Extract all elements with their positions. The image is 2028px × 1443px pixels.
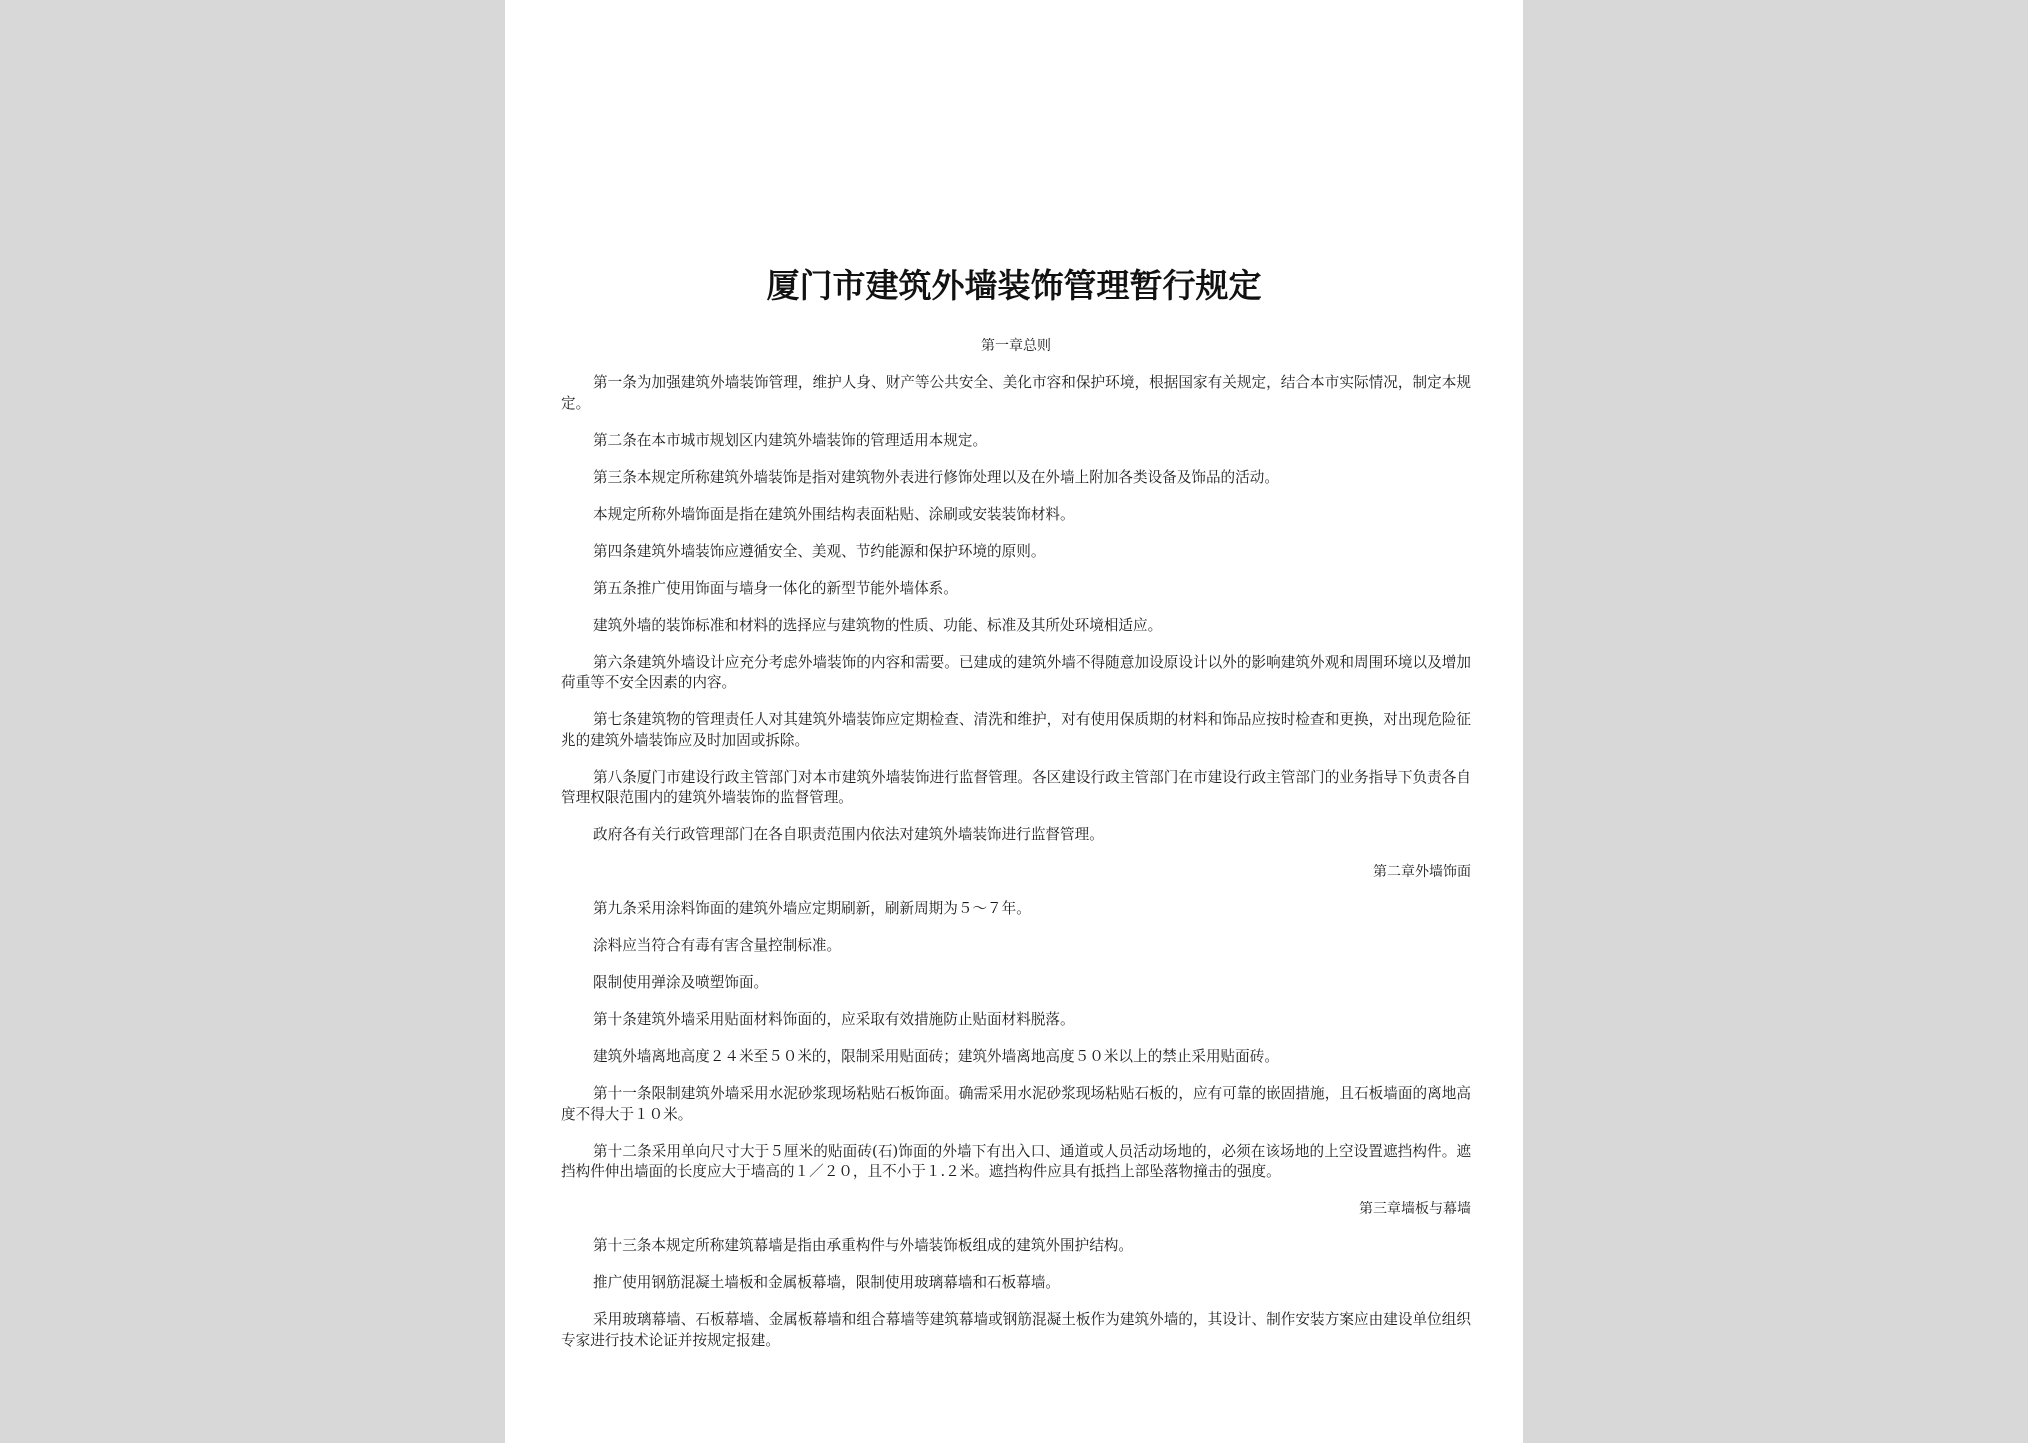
article-paragraph: 第四条建筑外墙装饰应遵循安全、美观、节约能源和保护环境的原则。 bbox=[593, 542, 1046, 560]
article-paragraph: 建筑外墙离地高度２４米至５０米的，限制采用贴面砖；建筑外墙离地高度５０米以上的禁止采用贴面砖。 bbox=[593, 1048, 1279, 1065]
article-paragraph: 第九条采用涂料饰面的建筑外墙应定期刷新，刷新周期为５～７年。 bbox=[593, 900, 1031, 917]
article-paragraph: 第八条厦门市建设行政主管部门对本市建筑外墙装饰进行监督管理。各区建设行政主管部门在市建设行政主管部门的业务指导下负责各自管理权限范围内的建筑外墙装饰的监督管理。 bbox=[561, 768, 1471, 806]
chapter-heading: 第一章总则 bbox=[981, 338, 1051, 354]
article-paragraph: 推广使用钢筋混凝土墙板和金属板幕墙，限制使用玻璃幕墙和石板幕墙。 bbox=[593, 1274, 1061, 1291]
article-paragraph: 第十条建筑外墙采用贴面材料饰面的，应采取有效措施防止贴面材料脱落。 bbox=[593, 1011, 1075, 1028]
article-paragraph: 政府各有关行政管理部门在各自职责范围内依法对建筑外墙装饰进行监督管理。 bbox=[593, 826, 1104, 843]
article-paragraph: 第十二条采用单向尺寸大于５厘米的贴面砖(石)饰面的外墙下有出入口、通道或人员活动场地的，必须在该场地的上空设置遮挡构件。遮挡构件伸出墙面的长度应大于墙高的１／２０，且不小于１.２米。遮挡构件应具有抵挡上部坠落物撞击的强度。 bbox=[561, 1142, 1471, 1180]
article-paragraph: 限制使用弹涂及喷塑饰面。 bbox=[593, 974, 769, 991]
article-paragraph: 第三条本规定所称建筑外墙装饰是指对建筑物外表进行修饰处理以及在外墙上附加各类设备及饰品的活动。 bbox=[593, 468, 1279, 486]
document-page bbox=[505, 0, 1523, 1443]
article-paragraph: 第六条建筑外墙设计应充分考虑外墙装饰的内容和需要。已建成的建筑外墙不得随意加设原设计以外的影响建筑外观和周围环境以及增加荷重等不安全因素的内容。 bbox=[561, 653, 1471, 691]
article-paragraph: 第二条在本市城市规划区内建筑外墙装饰的管理适用本规定。 bbox=[593, 431, 988, 449]
document-title: 厦门市建筑外墙装饰管理暂行规定 bbox=[766, 266, 1262, 305]
article-paragraph: 第十一条限制建筑外墙采用水泥砂浆现场粘贴石板饰面。确需采用水泥砂浆现场粘贴石板的，应有可靠的嵌固措施，且石板墙面的离地高度不得大于１０米。 bbox=[561, 1085, 1471, 1123]
article-paragraph: 采用玻璃幕墙、石板幕墙、金属板幕墙和组合幕墙等建筑幕墙或钢筋混凝土板作为建筑外墙的，其设计、制作安装方案应由建设单位组织专家进行技术论证并按规定报建。 bbox=[561, 1311, 1471, 1349]
article-paragraph: 第十三条本规定所称建筑幕墙是指由承重构件与外墙装饰板组成的建筑外围护结构。 bbox=[593, 1237, 1133, 1254]
article-paragraph: 涂料应当符合有毒有害含量控制标准。 bbox=[593, 937, 842, 954]
article-paragraph: 第七条建筑物的管理责任人对其建筑外墙装饰应定期检查、清洗和维护，对有使用保质期的材料和饰品应按时检查和更换，对出现危险征兆的建筑外墙装饰应及时加固或拆除。 bbox=[561, 711, 1471, 749]
chapter-2 bbox=[561, 862, 1471, 1183]
article-paragraph: 第一条为加强建筑外墙装饰管理，维护人身、财产等公共安全、美化市容和保护环境，根据国家有关规定，结合本市实际情况，制定本规定。 bbox=[561, 374, 1471, 412]
chapter-heading: 第二章外墙饰面 bbox=[1373, 864, 1471, 880]
article-paragraph: 本规定所称外墙饰面是指在建筑外围结构表面粘贴、涂刷或安装装饰材料。 bbox=[593, 505, 1075, 523]
chapter-1 bbox=[561, 336, 1471, 846]
document-body bbox=[561, 336, 1471, 1368]
article-paragraph: 第五条推广使用饰面与墙身一体化的新型节能外墙体系。 bbox=[593, 579, 958, 597]
chapter-3 bbox=[561, 1199, 1471, 1351]
chapter-heading: 第三章墙板与幕墙 bbox=[1359, 1201, 1471, 1217]
article-paragraph: 建筑外墙的装饰标准和材料的选择应与建筑物的性质、功能、标准及其所处环境相适应。 bbox=[593, 616, 1163, 634]
